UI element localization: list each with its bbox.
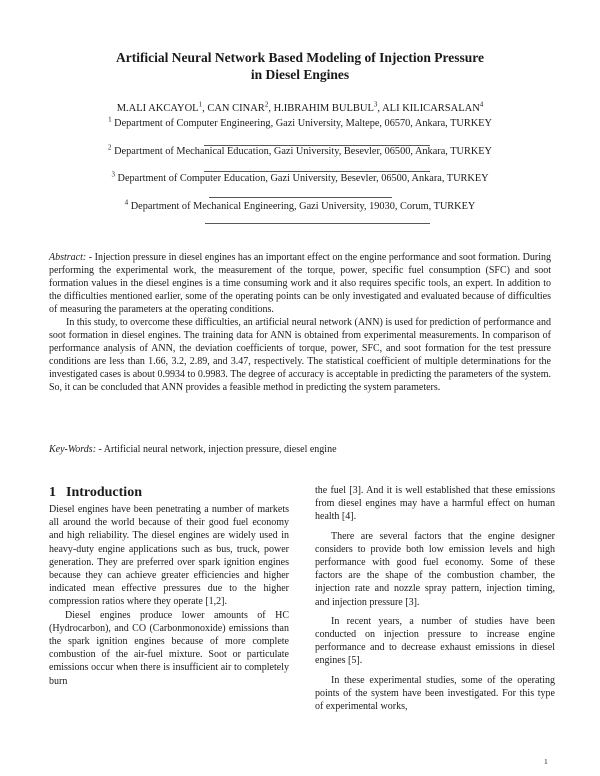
abstract [49,251,551,394]
abstract-paragraph-2: In this study, to overcome these difficulties, an artificial neural network (ANN) is used for prediction of performance and soot formation in diesel engines. The training data for ANN is obtained from experimental measurements. In comparison of performance analysis of ANN, the deviation coefficients of torque, power, SFC, and soot formation for the test pressure conditions are less than 1.66, 3.2, 2.89, and 3.47, respectively. The statistical coefficient of multiple determinations for the investigated cases is about 0.9934 to 0.9983. The degree of accuracy is acceptable in predicting the parameters of the system. So, it can be concluded that ANN provides a feasible method in predicting the system parameters. [49,317,551,393]
body-paragraph: There are several factors that the engine designer considers to provide both low emission levels and high performance with good fuel economy. Some of these factors are the shape of the combustion chamber, the injection rate and nozzle spray pattern, injection timing, and injection pressure [3]. [315,530,555,608]
author: ALI KILICARSALAN$^4$ [382,100,484,114]
page-number: 1 [544,757,548,766]
affiliation-3-underline [209,197,392,198]
keywords-label: Key-Words: [49,444,97,455]
affiliation-4: $^4$ Department of Mechanical Engineering, Gazi University, 19030, Corum, TURKEY [124,198,476,212]
affiliation-3: $^3$ Department of Computer Education, Gazi University, Besevler, 06500, Ankara, TURKEY [111,170,489,184]
right-column [315,484,555,713]
title-line-1: Artificial Neural Network Based Modeling of Injection Pressure [115,50,485,65]
affiliation-1: $^1$ Department of Computer Engineering, Gazi University, Maltepe, 06570, Ankara, TURKEY [108,115,492,129]
body-paragraph: In recent years, a number of studies have been conducted on injection pressure to increase engine performance and to decrease exhaust emissions in diesel engines [5]. [315,615,555,667]
abstract-label: Abstract: [49,252,87,263]
author: CAN CINAR$^2$, [207,100,274,114]
keywords [49,443,551,456]
paper-title [50,49,550,83]
left-column [49,484,289,688]
affiliation-2: $^2$ Department of Mechanical Education, Gazi University, Besevler, 06500, Ankara, TURKEY [108,143,492,157]
body-paragraph: In these experimental studies, some of the operating points of the system have been investigated. For this type of experimental works, [315,674,555,713]
body-paragraph: Diesel engines have been penetrating a number of markets all around the world because of their good fuel economy and high reliability. The diesel engines are widely used in heavy-duty engine applications such as bus, truck, power generation. They are preferred over spark ignition engines because they can achieve greater efficiencies and higher indicated mean effective pressures due to the higher compression ratios where they operate [1,2]. [49,504,289,608]
body-paragraph: the fuel [3]. And it is well established that these emissions from diesel engines may have a harmful effect on human health [4]. [315,485,555,523]
author-list [50,102,550,115]
abstract-paragraph-1: Abstract: - Injection pressure in diesel engines has an important effect on the engine performance and soot formation. During performing the experimental work, the measurement of the torque, power, specific fuel consumption (SFC) and soot formation values in the diesel engines is a time consuming work and it also requires specific tools, an expert. In addition to the difficulties mentioned earlier, some of the operating points can be only investigated and evaluated because of difficulties of measuring the parameters at the operating conditions. [49,252,551,315]
title-line-2: in Diesel Engines [250,67,350,82]
keywords-text: - Artificial neural network, injection pressure, diesel engine [98,444,337,455]
body-paragraph: Diesel engines produce lower amounts of HC (Hydrocarbon), and CO (Carbonmonoxide) emissions than the spark ignition engines because of more complete combustion of the air-fuel mixture. Soot or particulate emissions occur when there is insufficient air to completely burn [49,609,289,687]
author: H.IBRAHIM BULBUL$^3$, [273,100,383,114]
section-heading: 1 Introduction [49,485,142,500]
affiliation-4-underline [205,223,430,224]
author: M.ALI AKCAYOL$^1$, [116,100,208,114]
